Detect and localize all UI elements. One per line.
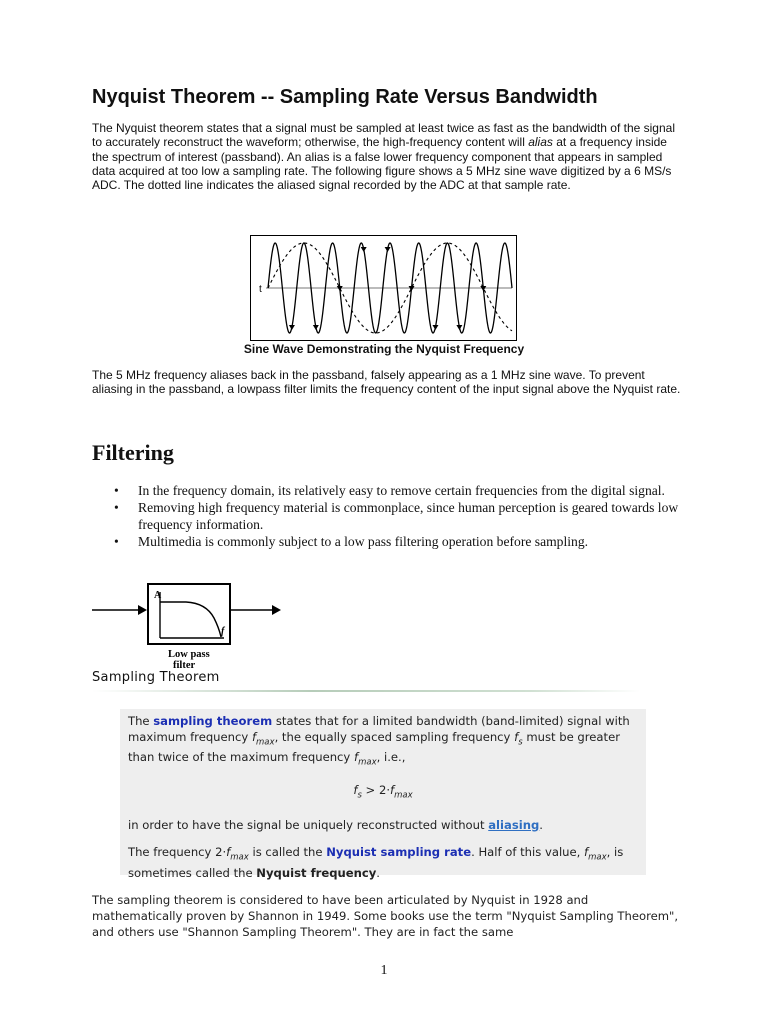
definition-paragraph [128,714,638,771]
time-axis-label: t [259,284,262,295]
subscript-max: max [230,852,249,863]
axis-f-label: f [221,626,225,637]
symbol-f: f [353,750,359,765]
output-arrowhead-icon [272,605,281,615]
intro-text-1: The Nyquist theorem states that a signal must be sampled at least twice as fast as the bandwidth of the signal to accurately reconstruct the waveform; otherwise, the high-frequency content will [92,121,675,150]
page-number: 1 [380,963,388,978]
symbol-f: f [514,729,519,744]
symbol-f: f [584,845,589,860]
text-span: , i.e., [376,750,406,765]
nyquist-rate-paragraph [128,845,638,881]
aliasing-link[interactable]: aliasing [488,817,540,832]
symbol-f: f [251,729,257,744]
list-item [92,533,692,550]
list-item [92,499,692,533]
text-span: The frequency 2· [128,845,227,860]
bullet-icon: • [114,500,119,515]
text-span: . [539,817,543,832]
aliasing-paragraph: The 5 MHz frequency aliases back in the passband, falsely appearing as a 1 MHz sine wave. To prevent aliasing in the passband, a lowpass filter limits the frequency content of the input signal above the Nyquist rate. [92,368,681,397]
text-span: is called the [248,845,327,860]
nyquist-frequency-term: Nyquist frequency [256,866,377,881]
formula-operator: > 2· [361,783,391,798]
page-title: Nyquist Theorem -- Sampling Rate Versus Bandwidth [92,86,598,108]
intro-text-alias: alias [528,135,553,150]
subscript-max: max [588,852,607,863]
text-span: , is sometimes called the [128,845,624,881]
text-span: states that for a limited bandwidth (band-limited) signal with maximum frequency [128,714,630,744]
input-arrowhead-icon [138,605,147,615]
filter-label-line1: Low pass [168,649,210,660]
bullet-icon: • [114,534,119,549]
subscript-max: max [256,736,275,747]
nyquist-sampling-rate-term[interactable]: Nyquist sampling rate [326,845,472,860]
bullet-icon: • [114,483,119,498]
filter-label-line2: filter [173,660,196,671]
sampling-theorem-heading: Sampling Theorem [92,670,220,685]
reconstruction-paragraph [128,818,638,834]
figure-caption: Sine Wave Demonstrating the Nyquist Frequency [243,342,525,356]
heading-divider [92,690,640,692]
text-span: . [376,866,380,881]
sampling-theorem-box [120,709,646,881]
text-span: , the equally spaced sampling frequency [274,729,515,744]
nyquist-formula [128,783,638,804]
list-item-text: Multimedia is commonly subject to a low pass filtering operation before sampling. [138,534,589,549]
history-paragraph: The sampling theorem is considered to have been articulated by Nyquist in 1928 and mathematically proven by Shannon in 1949. Some books use the term "Nyquist Sampling Theorem", and others use "Shannon Sampling Theorem". They are in fact the same [92,893,679,939]
lowpass-filter-svg [90,582,290,672]
filtering-list [92,482,692,550]
symbol-f: f [226,845,231,860]
text-span: in order to have the signal be uniquely reconstructed without [128,817,489,832]
symbol-f: f [390,783,395,798]
sampling-theorem-term[interactable]: sampling theorem [153,714,273,728]
filtering-heading: Filtering [92,440,174,465]
text-span: must be greater than twice of the maximum frequency [128,729,620,765]
list-item-text: In the frequency domain, its relatively easy to remove certain frequencies from the digital signal. [138,483,665,498]
list-item-text: Removing high frequency material is commonplace, since human perception is geared towards low frequency information. [138,500,679,532]
text-span: The [128,714,154,728]
intro-text-2: at a frequency inside the spectrum of interest (passband). An alias is a false lower frequency component that appears in sampled data acquired at too low a sampling rate. The following figure shows a 5 MHz sine wave digitized by a 6 MS/s ADC. The dotted line indicates the aliased signal recorded by the ADC at that sample rate. [92,135,672,193]
lowpass-filter-diagram [90,582,290,677]
list-item [92,482,692,499]
subscript-max: max [394,790,413,801]
subscript-max: max [358,757,377,768]
sine-wave-figure [250,235,518,348]
sine-wave-chart [250,235,518,343]
symbol-f: f [353,783,358,798]
spacer [128,833,638,845]
subscript-s: s [518,736,523,747]
text-span: . Half of this value, [471,845,585,860]
subscript-s: s [357,790,362,801]
intro-paragraph [92,121,682,192]
axis-a-label: A [154,590,162,601]
